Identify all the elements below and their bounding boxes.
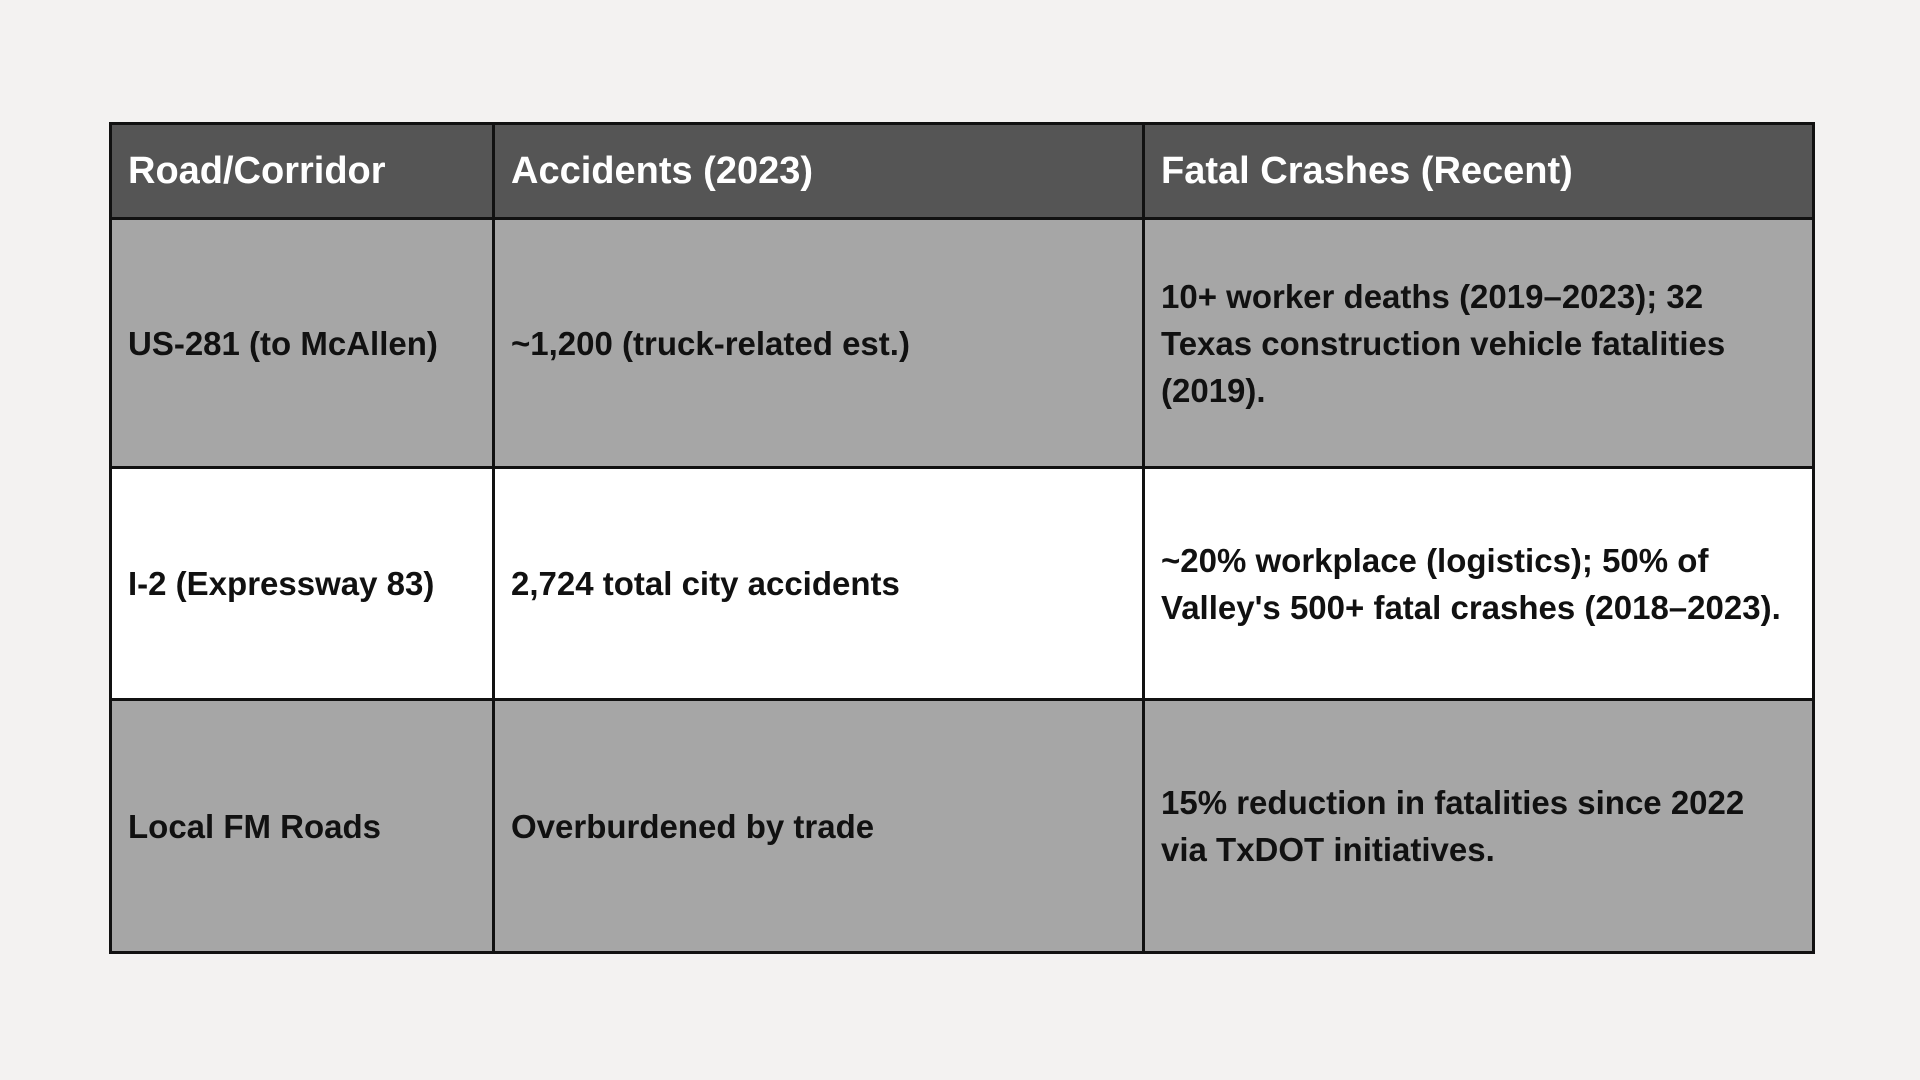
cell-accidents: 2,724 total city accidents <box>494 468 1144 700</box>
header-fatal-crashes: Fatal Crashes (Recent) <box>1144 124 1814 219</box>
road-accidents-table <box>109 122 1815 954</box>
cell-fatal-crashes: 10+ worker deaths (2019–2023); 32 Texas construction vehicle fatalities (2019). <box>1144 219 1814 468</box>
header-row <box>111 124 1814 219</box>
table-row <box>111 468 1814 700</box>
table-header <box>111 124 1814 219</box>
cell-accidents: ~1,200 (truck-related est.) <box>494 219 1144 468</box>
header-accidents-2023: Accidents (2023) <box>494 124 1144 219</box>
cell-road: US-281 (to McAllen) <box>111 219 494 468</box>
table-row <box>111 219 1814 468</box>
table-body <box>111 219 1814 953</box>
cell-road: I-2 (Expressway 83) <box>111 468 494 700</box>
header-road-corridor: Road/Corridor <box>111 124 494 219</box>
cell-accidents: Overburdened by trade <box>494 700 1144 953</box>
data-table-container <box>109 122 1812 954</box>
table-row <box>111 700 1814 953</box>
cell-road: Local FM Roads <box>111 700 494 953</box>
cell-fatal-crashes: ~20% workplace (logistics); 50% of Valley's 500+ fatal crashes (2018–2023). <box>1144 468 1814 700</box>
cell-fatal-crashes: 15% reduction in fatalities since 2022 via TxDOT initiatives. <box>1144 700 1814 953</box>
